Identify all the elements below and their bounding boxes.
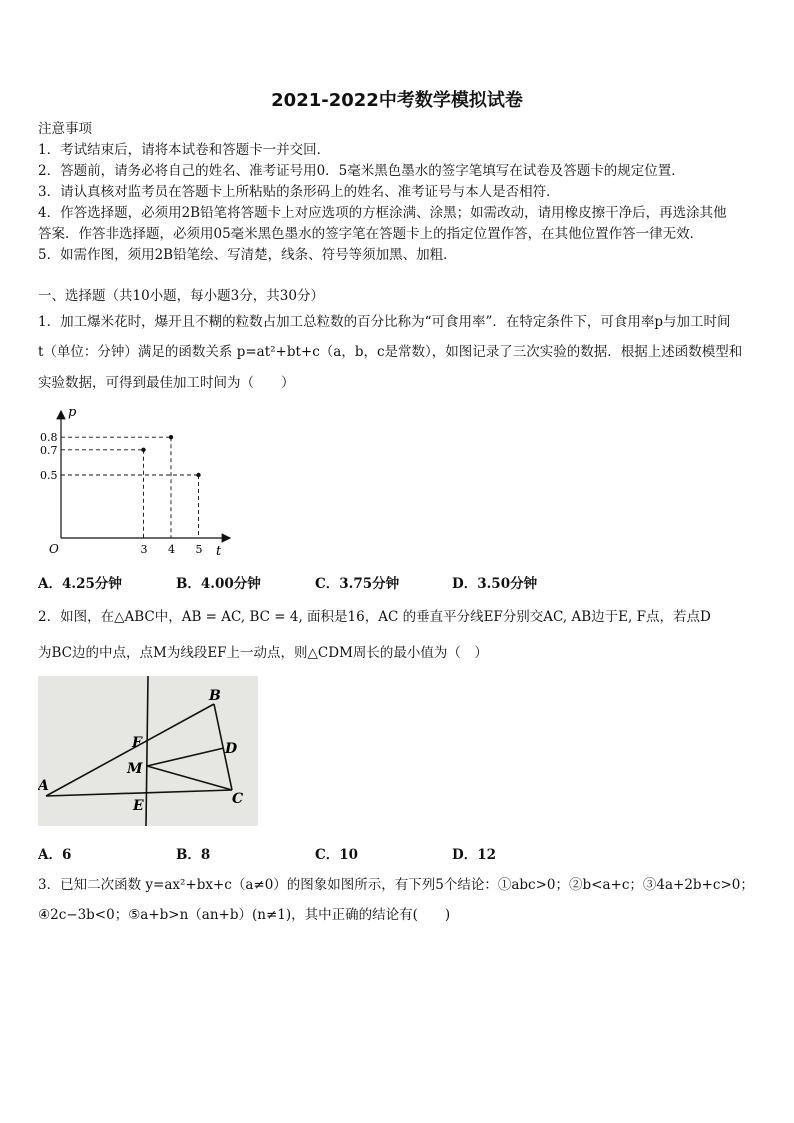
question-2-option-d[interactable]: D．12	[452, 847, 496, 863]
question-1-option-a[interactable]: A．4.25分钟	[38, 576, 122, 592]
y-axis-label: p	[68, 405, 77, 420]
section-heading: 一、选择题（共10小题，每小题3分，共30分）	[38, 288, 324, 304]
question-2-line-1: 2．如图，在△ABC中，AB = AC, BC = 4, 面积是16，AC 的垂直平分线EF分别交AC, AB边于E, F点，若点D	[38, 609, 711, 625]
question-2-line-2: 为BC边的中点，点M为线段EF上一动点，则△CDM周长的最小值为（ ）	[38, 645, 488, 661]
point-c-label: C	[232, 791, 244, 807]
notice-item: 4．作答选择题，必须用2B铅笔将答题卡上对应选项的方框涂满、涂黑；如需改动，请用橡皮擦干净后，再选涂其他	[38, 205, 727, 221]
point-a-label: A	[38, 778, 49, 794]
point-m-label: M	[127, 761, 143, 777]
notice-item: 2．答题前，请务必将自己的姓名、准考证号用0．5毫米黑色墨水的签字笔填写在试卷及答题卡的规定位置．	[38, 163, 685, 179]
question-1-option-b[interactable]: B．4.00分钟	[176, 576, 261, 592]
x-tick-label: 4	[168, 543, 175, 556]
notice-item: 3．请认真核对监考员在答题卡上所粘贴的条形码上的姓名、准考证号与本人是否相符．	[38, 184, 560, 200]
y-tick-label: 0.8	[40, 431, 58, 445]
notice-item: 1．考试结束后，请将本试卷和答题卡一并交回．	[38, 142, 331, 158]
question-1-line-1: 1．加工爆米花时，爆开且不糊的粒数占加工总粒数的百分比称为“可食用率”．在特定条件下，可食用率p与加工时间	[38, 314, 731, 330]
point-d-label: D	[225, 741, 238, 757]
origin-label: O	[49, 542, 59, 556]
exam-title: 2021-2022中考数学模拟试卷	[271, 90, 523, 111]
notice-heading: 注意事项	[38, 121, 92, 137]
data-point	[141, 448, 145, 452]
point-f-label: F	[132, 735, 142, 751]
question-1-option-c[interactable]: C．3.75分钟	[315, 576, 400, 592]
question-1-line-3: 实验数据，可得到最佳加工时间为（ ）	[38, 375, 295, 391]
question-1-graph	[38, 403, 238, 563]
notice-item: 5．如需作图，须用2B铅笔绘、写清楚，线条、符号等须加黑、加粗．	[38, 247, 457, 263]
question-2-option-c[interactable]: C．10	[315, 847, 359, 863]
question-3-line-2: ④2c−3b<0；⑤a+b>n（an+b）(n≠1)，其中正确的结论有( )	[38, 907, 451, 923]
point-b-label: B	[209, 688, 221, 704]
y-tick-label: 0.7	[40, 443, 58, 457]
x-tick-label: 3	[140, 543, 148, 556]
question-1-line-2: t（单位：分钟）满足的函数关系 p=at²+bt+c（a，b，c是常数），如图记录了三次实验的数据．根据上述函数模型和	[38, 344, 743, 360]
notice-item: 答案．作答非选择题，必须用05毫米黑色墨水的签字笔在答题卡上的指定位置作答，在其他位置作答一律无效．	[38, 226, 704, 242]
y-tick-label: 0.5	[40, 469, 58, 482]
question-1-option-d[interactable]: D．3.50分钟	[452, 576, 538, 592]
question-3-line-1: 3．已知二次函数 y=ax²+bx+c（a≠0）的图象如图所示，有下列5个结论：①abc>0；②b<a+c；③4a+2b+c>0；	[38, 877, 754, 893]
data-point	[169, 435, 173, 439]
data-point	[196, 473, 200, 477]
question-2-option-b[interactable]: B．8	[176, 847, 211, 863]
x-tick-label: 5	[195, 543, 203, 556]
question-2-option-a[interactable]: A．6	[38, 847, 72, 863]
point-e-label: E	[133, 798, 144, 814]
question-2-figure	[38, 676, 258, 826]
x-axis-label: t	[216, 544, 222, 559]
